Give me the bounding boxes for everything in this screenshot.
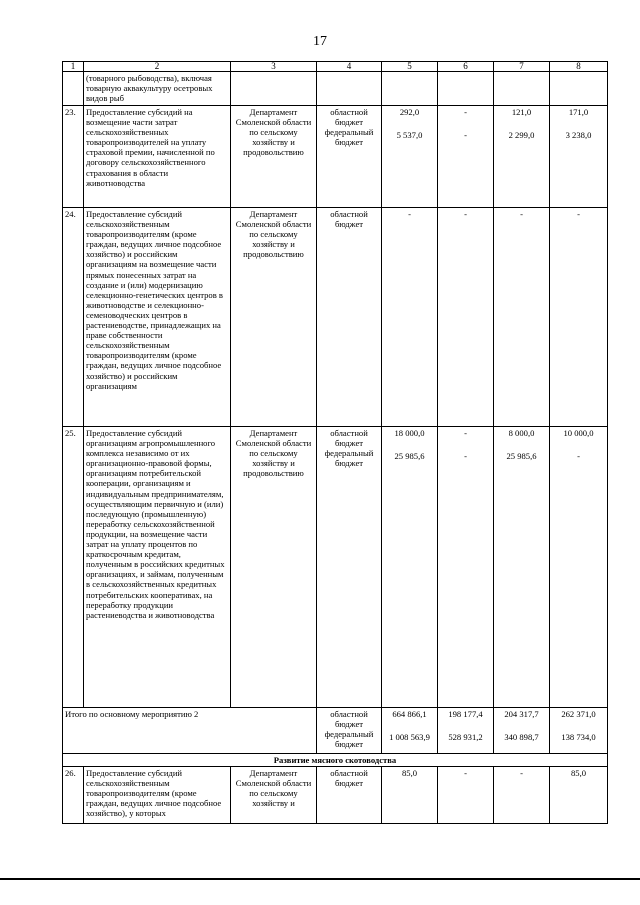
row-value-col6: - - [438, 427, 494, 708]
header-cell: 6 [438, 62, 494, 72]
table-row [63, 427, 608, 708]
row-value-col6: - [438, 208, 494, 427]
row-funding-source: областной бюджет [317, 767, 382, 824]
row-description: (товарного рыбоводства), включая товарную аквакультуру осетровых видов рыб [84, 72, 231, 106]
total-value-col8: 262 371,0 138 734,0 [550, 708, 608, 754]
total-funding-source: областной бюджет федеральный бюджет [317, 708, 382, 754]
table-row [63, 208, 608, 427]
budget-table [62, 61, 608, 824]
header-row [63, 62, 608, 72]
row-value-col7: 8 000,0 25 985,6 [494, 427, 550, 708]
total-value-col6: 198 177,4 528 931,2 [438, 708, 494, 754]
row-description: Предоставление субсидий сельскохозяйственным товаропроизводителям (кроме граждан, ведущих личное подсобное хозяйство), у которых [84, 767, 231, 824]
row-value-col5: 18 000,0 25 985,6 [382, 427, 438, 708]
header-cell: 5 [382, 62, 438, 72]
table-row [63, 72, 608, 106]
row-value-col6: - - [438, 106, 494, 208]
row-executor: Департамент Смоленской области по сельскому хозяйству и продовольствию [231, 208, 317, 427]
header-cell: 7 [494, 62, 550, 72]
row-number: 24. [63, 208, 84, 427]
row-value-col8: 10 000,0 - [550, 427, 608, 708]
page-bottom-rule [0, 878, 640, 880]
row-value-col8: - [550, 208, 608, 427]
table-row [63, 767, 608, 824]
total-row [63, 708, 608, 754]
header-cell: 3 [231, 62, 317, 72]
row-value-col7: - [494, 767, 550, 824]
row-funding-source: областной бюджет федеральный бюджет [317, 427, 382, 708]
row-value-col8: 85,0 [550, 767, 608, 824]
row-value-col7: - [494, 208, 550, 427]
row-value-col8: 171,0 3 238,0 [550, 106, 608, 208]
row-executor: Департамент Смоленской области по сельскому хозяйству и продовольствию [231, 106, 317, 208]
row-funding-source: областной бюджет [317, 208, 382, 427]
row-value-col5: - [382, 208, 438, 427]
total-label: Итого по основному мероприятию 2 [63, 708, 317, 754]
row-description: Предоставление субсидий сельскохозяйственным товаропроизводителям (кроме граждан, ведущих личное подсобное хозяйство) и российским организациям на возмещение части прямых понесенных затрат на создание и (или) модернизацию селекционно-генетических центров в животноводстве и селекционно-семеноводческих центров в растениеводстве, принадлежащих на праве собственности сельскохозяйственным товаропроизводителям (кроме граждан, ведущих личное подсобное хозяйство) и российским организациям [84, 208, 231, 427]
row-executor: Департамент Смоленской области по сельскому хозяйству и [231, 767, 317, 824]
row-number: 23. [63, 106, 84, 208]
total-value-col7: 204 317,7 340 898,7 [494, 708, 550, 754]
row-value-col7: 121,0 2 299,0 [494, 106, 550, 208]
header-cell: 1 [63, 62, 84, 72]
header-cell: 2 [84, 62, 231, 72]
page-number: 17 [313, 34, 327, 49]
row-value-col6: - [438, 767, 494, 824]
row-value-col5: 85,0 [382, 767, 438, 824]
row-number: 26. [63, 767, 84, 824]
row-funding-source: областной бюджет федеральный бюджет [317, 106, 382, 208]
table-row [63, 106, 608, 208]
header-cell: 4 [317, 62, 382, 72]
section-title: Развитие мясного скотоводства [63, 754, 608, 767]
row-executor: Департамент Смоленской области по сельскому хозяйству и продовольствию [231, 427, 317, 708]
header-cell: 8 [550, 62, 608, 72]
total-value-col5: 664 866,1 1 008 563,9 [382, 708, 438, 754]
row-number: 25. [63, 427, 84, 708]
section-heading-row [63, 754, 608, 767]
row-value-col5: 292,0 5 537,0 [382, 106, 438, 208]
row-description: Предоставление субсидий на возмещение части затрат сельскохозяйственных товаропроизводителей на уплату страховой премии, начисленной по договору сельскохозяйственного страхования в области животноводства [84, 106, 231, 208]
row-description: Предоставление субсидий организациям агропромышленного комплекса независимо от их организационно-правовой формы, организациям потребительской кооперации, организациям и индивидуальным предпринимателям, осуществляющим первичную и (или) последующую (промышленную) переработку сельскохозяйственной продукции, на возмещение части затрат на уплату процентов по краткосрочным кредитам, полученным в российских кредитных организациях, и займам, полученным в сельскохозяйственных кредитных потребительских кооперативах, на переработку продукции растениеводства и животноводства [84, 427, 231, 708]
